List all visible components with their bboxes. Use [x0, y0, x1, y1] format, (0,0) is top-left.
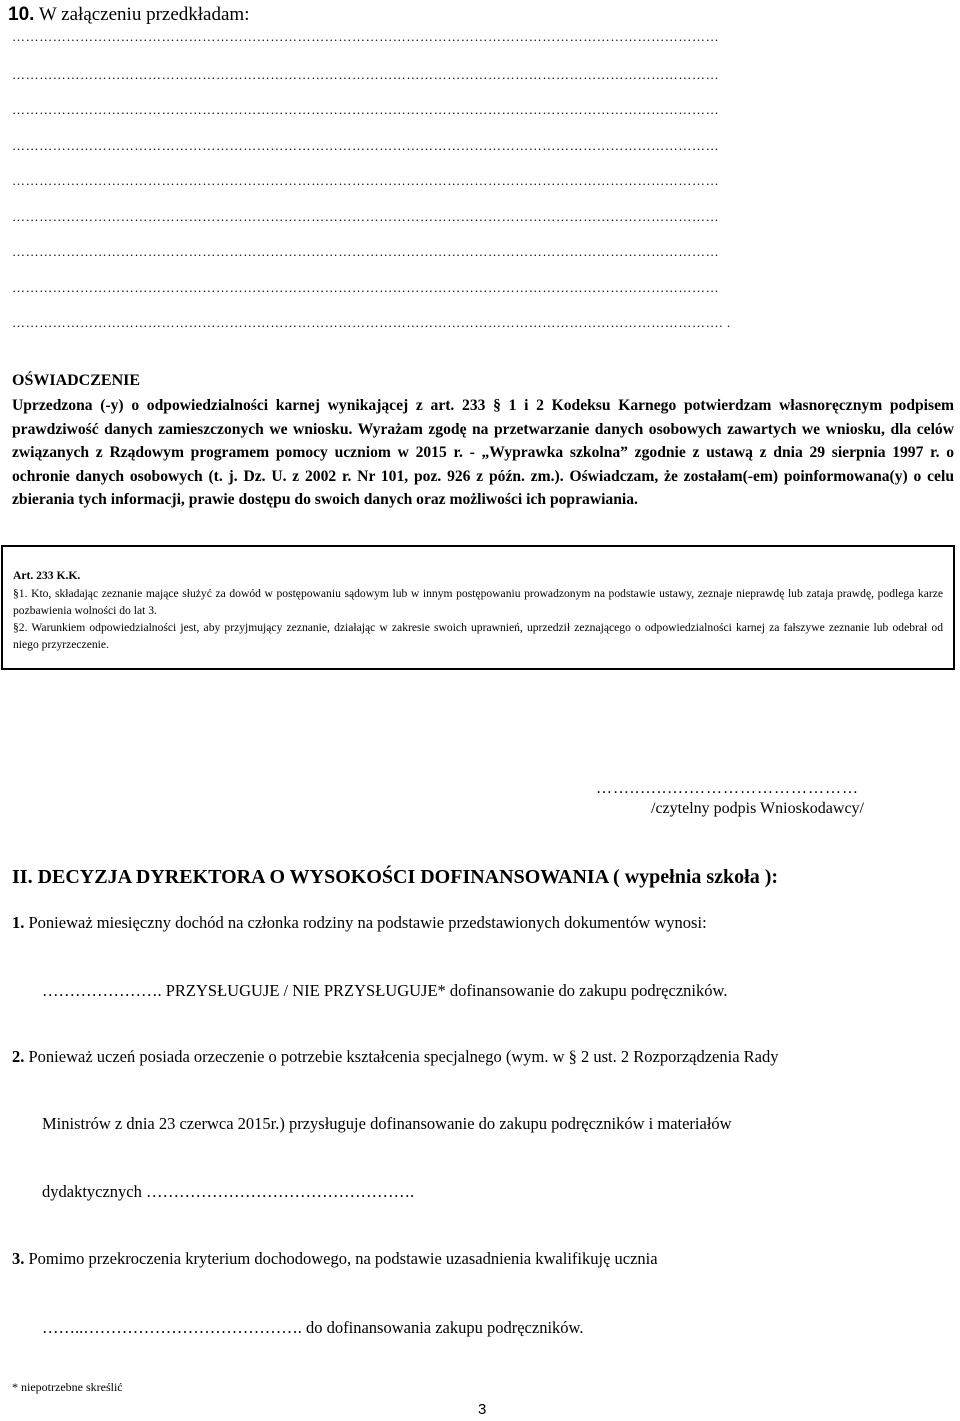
item-2-line-2: Ministrów z dnia 23 czerwca 2015r.) przysługuje dofinansowanie do zakupu podręczników i materiałów	[42, 1114, 732, 1133]
item-2-text: Ponieważ uczeń posiada orzeczenie o potrzebie kształcenia specjalnego (wym. w § 2 ust. 2 Rozporządzenia Rady	[24, 1047, 779, 1066]
art-233-paragraph-2: §2. Warunkiem odpowiedzialności jest, aby przyjmujący zeznanie, działając w zakresie swoich uprawnień, uprzedził zeznającego o odpowiedzialności karnej za fałszywe zeznanie lub odebrał od niego przyrzeczenie.	[13, 621, 943, 651]
footnote: * niepotrzebne skreślić	[12, 1380, 123, 1394]
dot-line-8[interactable]: …………………………………………………………………………………………………………………………………………	[12, 280, 720, 295]
dot-line-5[interactable]: …………………………………………………………………………………………………………………………………………	[12, 173, 720, 188]
item-3-number: 3.	[12, 1249, 25, 1268]
art-233-paragraph-1: §1. Kto, składając zeznanie mające służyć za dowód w postępowaniu sądowym lub w innym postępowaniu prowadzonym na podstawie ustawy, zeznaje nieprawdę lub zataja prawdę, podlega karze pozbawienia wolności do lat 3.	[13, 587, 943, 617]
item-2	[12, 1047, 779, 1067]
item-3	[12, 1249, 658, 1269]
item-1-entitlement-line[interactable]: …………………. PRZYSŁUGUJE / NIE PRZYSŁUGUJE* dofinansowanie do zakupu podręczników.	[42, 981, 728, 1000]
section-10-title: W załączeniu przedkładam:	[34, 4, 250, 25]
signature-line[interactable]: ……..…..….…………………………	[596, 780, 859, 797]
section-10-number: 10.	[8, 4, 35, 25]
art-233-box	[1, 545, 955, 670]
item-2-number: 2.	[12, 1047, 25, 1066]
dot-line-1[interactable]: …………………………………………………………………………………………………………………………………………	[12, 29, 720, 44]
item-3-text: Pomimo przekroczenia kryterium dochodowego, na podstawie uzasadnienia kwalifikuję ucznia	[24, 1249, 658, 1268]
item-2-line-3[interactable]: dydaktycznych ………………………………………….	[42, 1182, 415, 1201]
dot-line-6[interactable]: …………………………………………………………………………………………………………………………………………	[12, 209, 720, 224]
art-233-title: Art. 233 K.K.	[13, 569, 81, 582]
section-2-heading: II. DECYZJA DYREKTORA O WYSOKOŚCI DOFINANSOWANIA ( wypełnia szkoła ):	[12, 866, 779, 888]
item-1-text: Ponieważ miesięczny dochód na członka rodziny na podstawie przedstawionych dokumentów wynosi:	[24, 913, 707, 932]
dot-line-3[interactable]: …………………………………………………………………………………………………………………………………………	[12, 102, 720, 117]
item-3-line-2[interactable]: ……..…………………………………. do dofinansowania zakupu podręczników.	[42, 1318, 584, 1337]
oswiadczenie-heading: OŚWIADCZENIE	[12, 372, 141, 389]
item-1	[12, 913, 707, 933]
dot-line-2[interactable]: …………………………………………………………………………………………………………………………………………	[12, 67, 720, 82]
item-1-number: 1.	[12, 913, 25, 932]
signature-label: /czytelny podpis Wnioskodawcy/	[651, 800, 864, 817]
page-number: 3	[478, 1401, 487, 1418]
dot-line-4[interactable]: …………………………………………………………………………………………………………………………………………	[12, 138, 720, 153]
oswiadczenie-text: Uprzedzona (-y) o odpowiedzialności karnej wynikającej z art. 233 § 1 i 2 Kodeksu Karnego potwierdzam własnoręcznym podpisem prawdziwość danych zamieszczonych we wniosku. Wyrażam zgodę na przetwarzanie danych osobowych zawartych we wniosku, dla celów związanych z Rządowym programem pomocy uczniom w 2015 r. - „Wyprawka szkolna” zgodnie z ustawą z dnia 29 sierpnia 1997 r. o ochronie danych osobowych (t. j. Dz. U. z 2002 r. Nr 101, poz. 926 z późn. zm.). Oświadczam, że zostałam(-em) poinformowana(y) o celu zbierania tych informacji, prawie dostępu do swoich danych oraz możliwości ich poprawiania.	[12, 397, 954, 508]
section-10-heading	[8, 4, 249, 26]
dot-line-7[interactable]: …………………………………………………………………………………………………………………………………………	[12, 244, 720, 259]
dot-line-9[interactable]: …………………………………………………………………………………………………………………………………………. .	[12, 315, 731, 330]
